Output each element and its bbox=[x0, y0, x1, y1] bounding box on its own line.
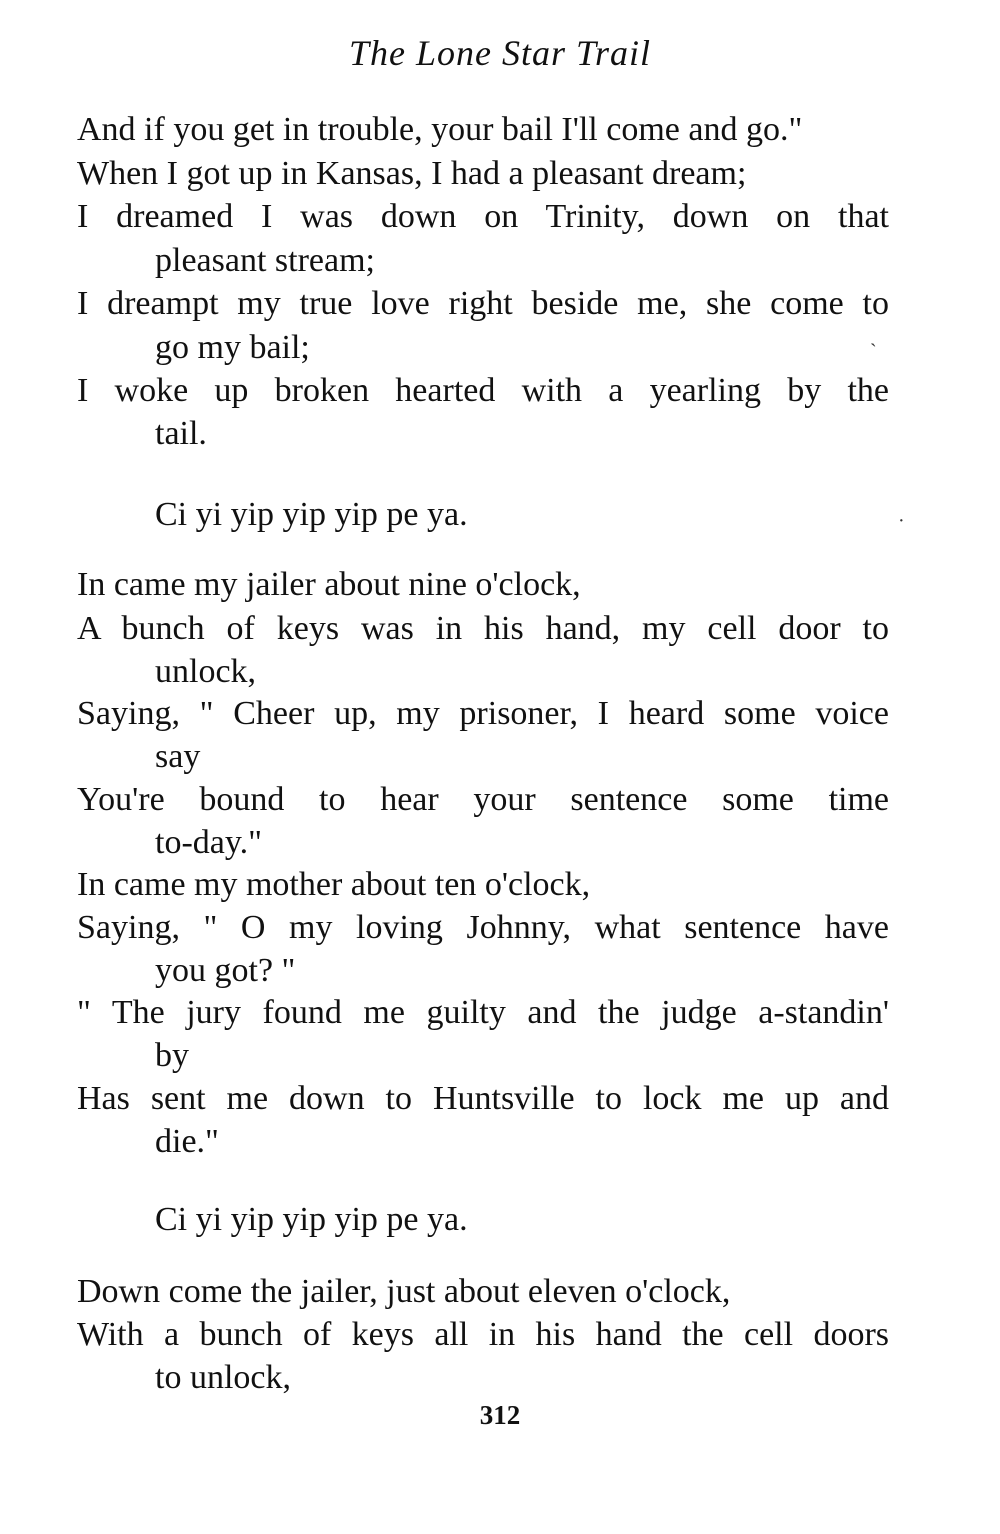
verse-line: " The jury found me guilty and the judge a-standin' bbox=[77, 994, 889, 1031]
verse-line-continuation: to-day." bbox=[155, 824, 263, 861]
verse-line: And if you get in trouble, your bail I'll come and go." bbox=[77, 111, 803, 148]
verse-line: Saying, " O my loving Johnny, what sentence have bbox=[77, 909, 889, 946]
verse-line: Saying, " Cheer up, my prisoner, I heard some voice bbox=[77, 695, 889, 732]
verse-line-continuation: die." bbox=[155, 1123, 219, 1160]
verse-line: Has sent me down to Huntsville to lock me up and bbox=[77, 1080, 889, 1117]
verse-line: In came my jailer about nine o'clock, bbox=[77, 566, 581, 603]
ink-speck: · bbox=[898, 510, 905, 532]
refrain-line: Ci yi yip yip yip pe ya. bbox=[155, 1201, 468, 1238]
verse-line: I dreampt my true love right beside me, she come to bbox=[77, 285, 889, 322]
verse-line: You're bound to hear your sentence some time bbox=[77, 781, 889, 818]
verse-line-continuation: unlock, bbox=[155, 653, 257, 690]
verse-line-continuation: by bbox=[155, 1037, 189, 1074]
verse-line: I dreamed I was down on Trinity, down on that bbox=[77, 198, 889, 235]
verse-line-continuation: you got? " bbox=[155, 952, 296, 989]
verse-line-continuation: tail. bbox=[155, 415, 207, 452]
ink-speck: ˏ bbox=[870, 325, 877, 347]
verse-line: With a bunch of keys all in his hand the cell doors bbox=[77, 1316, 889, 1353]
verse-line-continuation: go my bail; bbox=[155, 329, 310, 366]
verse-line: A bunch of keys was in his hand, my cell door to bbox=[77, 610, 889, 647]
verse-line: When I got up in Kansas, I had a pleasant dream; bbox=[77, 155, 747, 192]
refrain-line: Ci yi yip yip yip pe ya. bbox=[155, 496, 468, 533]
verse-line: In came my mother about ten o'clock, bbox=[77, 866, 591, 903]
verse-line-continuation: pleasant stream; bbox=[155, 242, 375, 279]
verse-line-continuation: to unlock, bbox=[155, 1359, 291, 1396]
page-number: 312 bbox=[479, 1400, 521, 1430]
verse-line: Down come the jailer, just about eleven o'clock, bbox=[77, 1273, 731, 1310]
running-title: The Lone Star Trail bbox=[348, 33, 652, 73]
verse-line-continuation: say bbox=[155, 738, 201, 775]
verse-line: I woke up broken hearted with a yearling by the bbox=[77, 372, 889, 409]
